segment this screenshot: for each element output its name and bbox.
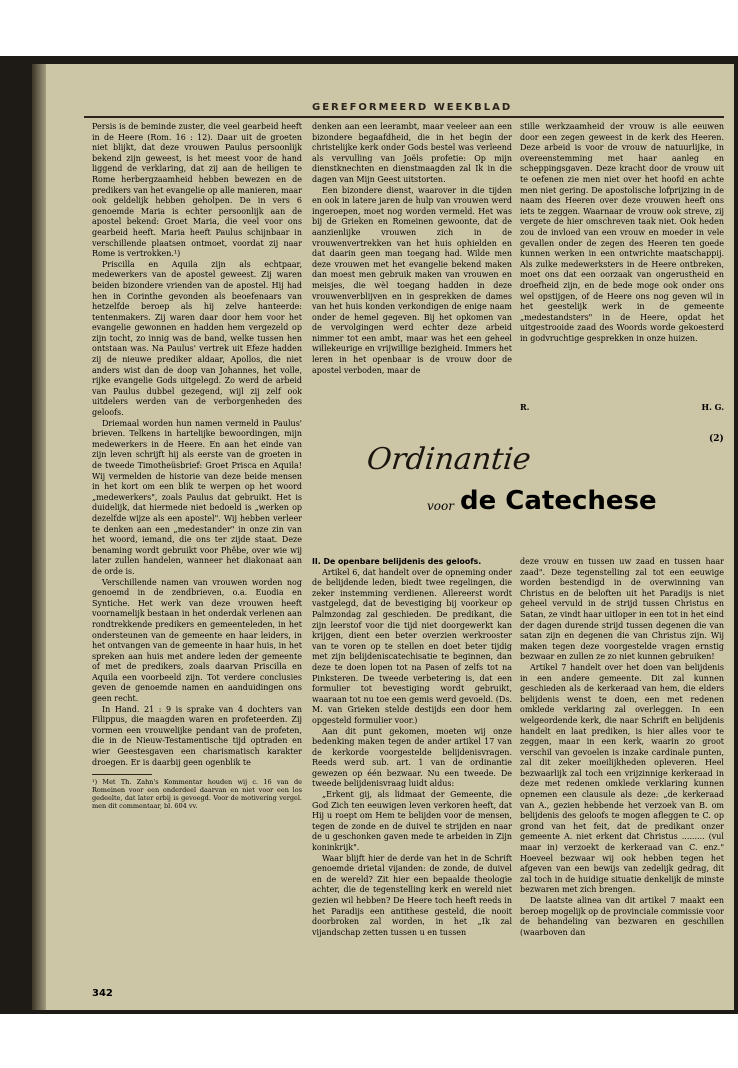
- paragraph: Driemaal worden hun namen vermeld in Paulus' brieven. Telkens in hartelijke bewoordingen, mijn medewerkers in de Heere. En aan het einde van zijn leven schrijft hij als eerste van de groeten in de tweede Timotheüsbrief: Groet Prisca en Aquila! Wij vermelden de historie van deze beide mensen in het kort om een blik te werpen op het woord „medewerkers", zoals Paulus dat gebruikt. Het is duidelijk, dat hiermede niet bedoeld is „werken op dezelfde wijze als een apostel". Wij hebben verleer te denken aan een „medestander" in onze zin van het woord, iemand, die ons ter zijde staat. Deze benaming wordt gebruikt voor Phêbe, over wie wij later zullen handelen, wanneer het diakonaat aan de orde is.: [92, 418, 302, 576]
- footnote: ¹) Met Th. Zahn's Kommentar houden wij c. 16 van de Romeinen voor een onderdeel daarvan en niet voor een los gedeelte, dat later erbij is gevoegd. Voor de motivering vergel. men dit commentaar, bl. 604 vv.: [92, 778, 302, 811]
- article-number: (2): [709, 434, 724, 444]
- paragraph: De laatste alinea van dit artikel 7 maakt een beroep mogelijk op de provinciale commissie voor de behandeling van bezwaren en geschillen (waarboven dan: [520, 896, 724, 937]
- column-3: [520, 122, 724, 397]
- signature-left: R.: [520, 402, 530, 412]
- column-4: [312, 557, 512, 977]
- page-number: 342: [92, 988, 113, 999]
- header-rule: [84, 116, 724, 118]
- footnote-rule: [92, 774, 152, 775]
- paragraph: deze vrouw en tussen uw zaad en tussen haar zaad". Deze tegenstelling zal tot een eeuwige worden bestendigd in de overwinning van Christus en de beloften uit het Paradijs is niet geheel vervuld in de strijd tussen Christus en Satan, ze vindt haar uitloper in een tot in het eind der dagen durende strijd tussen degenen die van satan zijn en degenen die van Christus zijn. Wij maken tegen deze voorgestelde vragen ernstig bezwaar en zullen ze zo niet kunnen gebruiken!: [520, 557, 724, 662]
- paragraph: denken aan een leerambt, maar veeleer aan een bizondere begaafdheid, die in het begin der christelijke kerk onder Gods bestel was verleend als vervulling van Joëls profetie: Op mijn dienstknechten en dienstmaagden zal Ik in die dagen van Mijn Geest uitstorten.: [312, 122, 512, 184]
- paragraph: Persis is de beminde zuster, die veel gearbeid heeft in de Heere (Rom. 16 : 12). Daar uit de groeten niet blijkt, dat deze vrouwen Paulus persoonlijk bekend zijn geweest, is het meest voor de hand liggend de verklaring, dat zij aan de heiligen te Rome herbergzaamheid hebben bewezen en de predikers van het evangelie op alle manieren, maar ook geldelijk hebben geholpen. De in vers 6 genoemde Maria is echter persoonlijk aan de apostel bekend: Groet Maria, die veel voor ons gearbeid heeft. Maria heeft Paulus schijnbaar in verschillende plaatsen ontmoet, voordat zij naar Rome is vertrokken.¹): [92, 122, 302, 259]
- column-5: [520, 557, 724, 977]
- column-1: [92, 122, 302, 977]
- page-content: [32, 64, 734, 1010]
- column-2: [312, 122, 512, 457]
- article-title-voor: voor: [427, 499, 454, 513]
- paragraph: Artikel 7 handelt over het doen van belijdenis in een andere gemeente. Dit zal kunnen geschieden als de kerkeraad van hem, die elders belijdenis wenst te doen, een met redenen omklede verklaring zal overleggen. In een welgeordende kerk, die naar Schrift en belijdenis handelt en laat prediken, is hier alles voor te zeggen, maar in een kerk, waarin zo groot verschil van gevoelen is inzake cardinale punten, zal dit zeker moeilijkheden opleveren. Heel bezwaarlijk zal toch een vrijzinnige kerkeraad in deze met redenen omklede verklaring kunnen opnemen een clausule als deze: „de kerkeraad van A., gezien hebbende het verzoek van B. om belijdenis des geloofs te mogen afleggen te C. op grond van het feit, dat de predikant onzer gemeente A. niet erkent dat Christus ......... (vul maar in) verzoekt de kerkeraad van C. enz." Hoeveel bezwaar wij ook hebben tegen het afgeven van een bewijs van zedelijk gedrag, dit zal toch in de huidige situatie denkelijk de minste bezwaren met zich brengen.: [520, 662, 724, 895]
- running-header: GEREFORMEERD WEEKBLAD: [312, 102, 513, 113]
- paragraph: Artikel 6, dat handelt over de opneming onder de belijdende leden, biedt twee regelingen, die zeker instemming verdienen. Allereerst wordt vastgelegd, dat de bevestiging bij voorkeur op Palmzondag zal geschieden. De predikant, die zijn leerstof voor die tijd niet doorgewerkt kan krijgen, dient een beter overzien werkrooster van te voren op te stellen en doet beter tijdig met zijn belijdeniscatechisatie te beginnen, dan deze te doen lopen tot na Pasen of zelfs tot na Pinksteren. De tweede verbetering is, dat een formulier tot bevestiging wordt gebruikt, waaraan tot nu toe een gemis werd gevoeld. (Ds. M. van Grieken stelde destijds een door hem opgesteld formulier voor.): [312, 567, 512, 725]
- paragraph: stille werkzaamheid der vrouw is alle eeuwen door een zegen geweest in de kerk des Heeren. Deze arbeid is voor de vrouw de natuurlijke, in overeenstemming met haar aanleg en scheppingsgaven. Deze kracht door de vrouw uit te oefenen zie men niet over het hoofd en achte men niet gering. De apostolische lofprijzing in de naam des Heeren over deze vrouwen heeft ons iets te zeggen. Waarnaar de vrouw ook streve, zij vergete de hier omschreven taak niet. Ook heden zou de invloed van een vrouw en moeder in vele gevallen onder de zegen des Heeren ten goede kunnen werken in een ontwrichte maatschappij. Als zulke medewerksters in de Heere ontbreken, moet ons dat een oorzaak van ongerustheid en droefheid zijn, en de bede moge ook onder ons wel opstijgen, of de Heere ons nog geven wil in het geestelijk werk in de gemeente „medestandsters" in de Heere, opdat het uitgestrooide zaad des Woords worde gekoesterd in godvruchtige gesprekken in onze huizen.: [520, 122, 724, 343]
- paragraph: Een bizondere dienst, waarover in die tijden en ook in latere jaren de hulp van vrouwen werd ingeroepen, moet nog worden vermeld. Het was bij de Grieken en Romeinen gewoonte, dat de aanzienlijke vrouwen zich in de vrouwenvertrekken van het huis ophielden en dat daarin geen man toegang had. Wilde men deze vrouwen met het evangelie bekend maken dan moest men gebruik maken van vrouwen en meisjes, die wèl toegang hadden in deze vrouwenverblijven en in gesprekken de dames van het huis konden verkondigen de enige naam onder de hemel gegeven. Bij het opkomen van de vervolgingen werd echter deze arbeid nimmer tot een ambt, maar was het een geheel willekeurige en vrijwillige bezigheid. Immers het leren in het openbaar is de vrouw door de apostel verboden, maar de: [312, 185, 512, 375]
- quotation: „Erkent gij, als lidmaat der Gemeente, die God Zich ten eeuwigen leven verkoren heeft, dat Hij u roept om Hem te belijden voor de mensen, tegen de zonde en de duivel te strijden en naar de u geschonken gaven mede te arbeiden in Zijn koninkrijk".: [312, 790, 512, 853]
- signature-line: [520, 402, 724, 412]
- article-title-script: Ordinantie: [365, 442, 533, 477]
- article-title-main: de Catechese: [460, 486, 657, 516]
- section-heading: II. De openbare belijdenis des geloofs.: [312, 557, 482, 566]
- paragraph: Verschillende namen van vrouwen worden nog genoemd in de zendbrieven, o.a. Euodia en Syntiche. Het werk van deze vrouwen heeft voornamelijk bestaan in het onderdak verlenen aan rondtrekkende predikers en gemeenteleden, in het ondersteunen van de gemeente en haar leiders, in het ontvangen van de gemeente in haar huis, in het spreken aan huis met andere leden der gemeente of met de predikers, zoals daarvan Priscilla en Aquila een voorbeeld zijn. Tot verdere conclusies geven de genoemde namen en aanduidingen ons geen recht.: [92, 577, 302, 704]
- paragraph: Aan dit punt gekomen, moeten wij onze bedenking maken tegen de ander artikel 17 van de kerkorde voorgestelde belijdenisvragen. Reeds werd sub. art. 1 van de ordinantie gewezen op één bezwaar. Nu een tweede. De tweede belijdenisvraag luidt aldus:: [312, 726, 512, 789]
- paragraph: In Hand. 21 : 9 is sprake van 4 dochters van Filippus, die maagden waren en profeteerden. Zij vormen een vrouwelijke pendant van de profeten, die in de Nieuw-Testamentische tijd optraden en wier Geestesgaven een charismatisch karakter droegen. Er is daarbij geen ogenblik te: [92, 704, 302, 767]
- paragraph: Waar blijft hier de derde van het in de Schrift genoemde drietal vijanden: de zonde, de duivel en de wereld? Zit hier een bepaalde theologie achter, die de tegenstelling kerk en wereld niet gezien wil hebben? De Heere toch heeft reeds in het Paradijs een antithese gesteld, die nooit doorbroken zal worden, in het „Ik zal vijandschap zetten tussen u en tussen: [312, 853, 512, 937]
- signature-right: H. G.: [701, 402, 724, 412]
- paragraph: Priscilla en Aquila zijn als echtpaar, medewerkers van de apostel geweest. Zij waren beiden bizondere vrienden van de apostel. Hij had hen in Corinthe gevonden als beoefenaars van hetzelfde beroep als hij zelve hanteerde: tentenmakers. Zij waren daar door hem voor het evangelie gewonnen en hadden hem vergezeld op zijn tocht, zo innig was de band, welke tussen hen ontstaan was. Na Paulus' vertrek uit Efeze hadden zij de nieuwe prediker aldaar, Apollos, die niet anders wist dan de doop van Johannes, het volle, rijke evangelie Gods uitgelegd. Zo werd de arbeid van Paulus dubbel gezegend, wijl zij zelf ook uitdelers werden van de verborgenheden des geloofs.: [92, 259, 302, 418]
